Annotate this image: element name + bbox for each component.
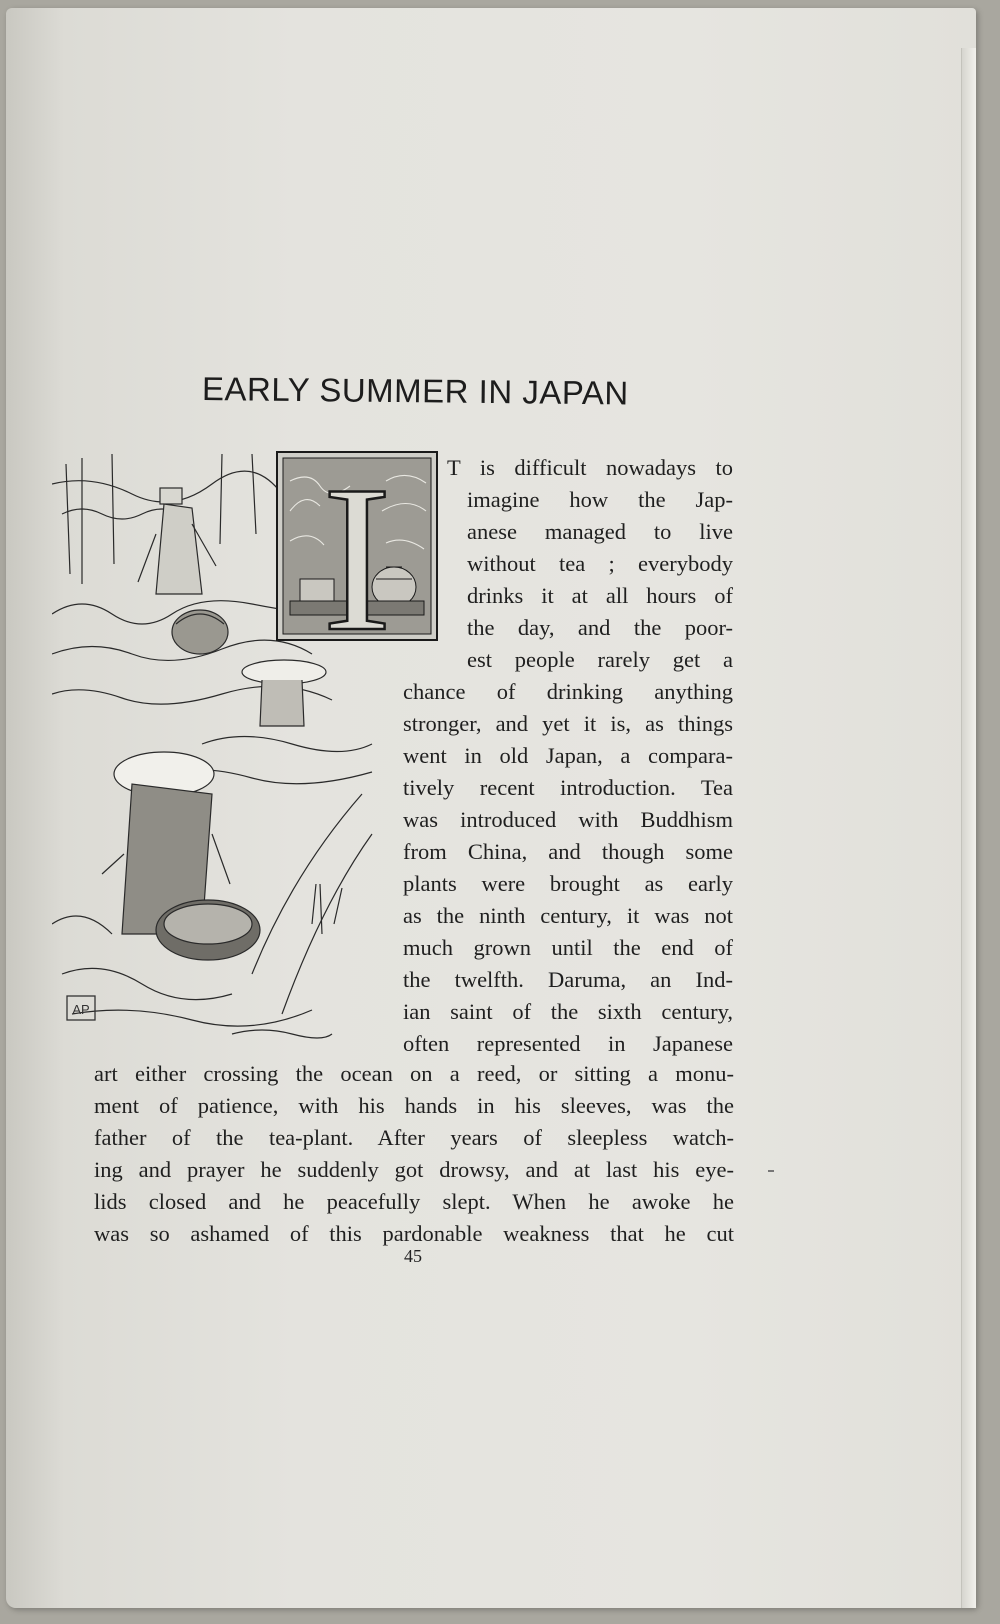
stray-mark: [768, 1170, 774, 1172]
text-line: the twelfth. Daruma, an Ind-: [403, 967, 733, 992]
decorative-initial-i: [276, 451, 438, 641]
text-line: went in old Japan, a compara-: [403, 743, 733, 768]
text-line: stronger, and yet it is, as things: [403, 711, 733, 736]
text-line: anese managed to live: [467, 519, 733, 544]
text-line: was introduced with Buddhism: [403, 807, 733, 832]
text-line: much grown until the end of: [403, 935, 733, 960]
text-line: as the ninth century, it was not: [403, 903, 733, 928]
text-line: tively recent introduction. Tea: [403, 775, 733, 800]
book-page: [6, 8, 976, 1608]
text-line: lids closed and he peacefully slept. When he awoke he: [94, 1189, 734, 1214]
text-line: without tea ; everybody: [467, 551, 733, 576]
svg-text:AP: AP: [72, 1002, 90, 1017]
text-line: the day, and the poor-: [467, 615, 733, 640]
text-line: plants were brought as early: [403, 871, 733, 896]
text-line: imagine how the Jap-: [467, 487, 733, 512]
artist-monogram: [66, 995, 96, 1021]
text-line: ment of patience, with his hands in his sleeves, was the: [94, 1093, 734, 1118]
text-line: father of the tea-plant. After years of sleepless watch-: [94, 1125, 734, 1150]
page-edge: [961, 48, 976, 1608]
initial-letter: I: [322, 451, 392, 641]
text-line: was so ashamed of this pardonable weakness that he cut: [94, 1221, 734, 1246]
text-line: art either crossing the ocean on a reed, or sitting a monu-: [94, 1061, 734, 1086]
text-line: ian saint of the sixth century,: [403, 999, 733, 1024]
text-line: T is difficult nowadays to: [447, 455, 733, 480]
text-line: est people rarely get a: [467, 647, 733, 672]
text-line: ing and prayer he suddenly got drowsy, and at last his eye-: [94, 1157, 734, 1182]
text-line: often represented in Japanese: [403, 1031, 733, 1056]
page-number: 45: [404, 1246, 422, 1266]
text-line: chance of drinking anything: [403, 679, 733, 704]
text-line: drinks it at all hours of: [467, 583, 733, 608]
text-line: from China, and though some: [403, 839, 733, 864]
chapter-title: EARLY SUMMER IN JAPAN: [201, 370, 629, 412]
